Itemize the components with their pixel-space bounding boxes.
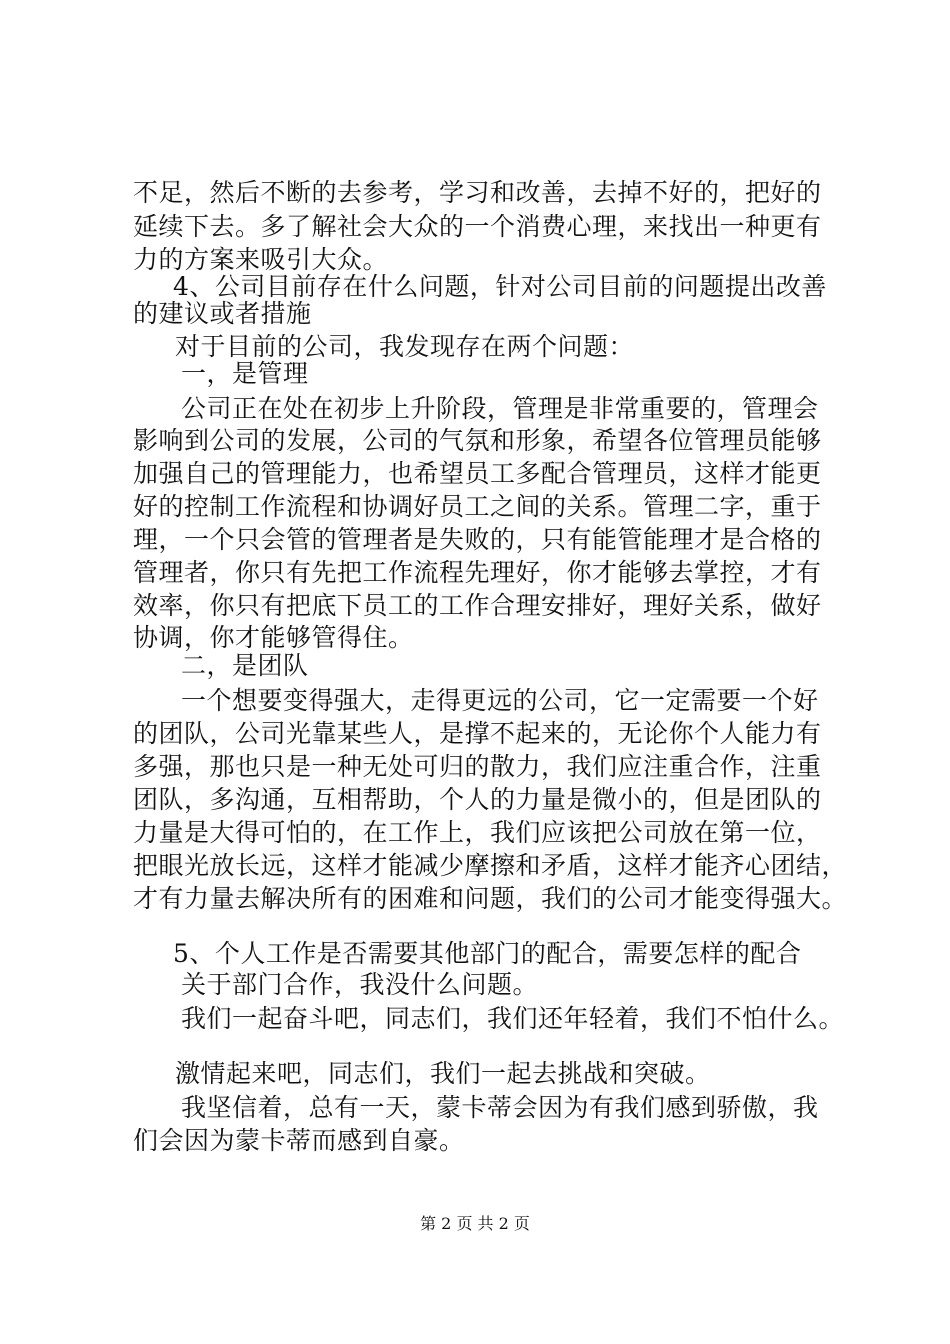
paragraph-line: 力的方案来吸引大众。 <box>133 245 389 274</box>
paragraph-line: 管理者，你只有先把工作流程先理好，你才能够去掌控，才有 <box>133 558 822 587</box>
paragraph-line: 效率，你只有把底下员工的工作合理安排好，理好关系，做好 <box>133 591 822 620</box>
paragraph-line: 的团队，公司光靠某些人，是撑不起来的，无论你个人能力有 <box>133 719 822 748</box>
paragraph-line: 团队，多沟通，互相帮助，个人的力量是微小的，但是团队的 <box>133 785 822 814</box>
paragraph-line: 理，一个只会管的管理者是失败的，只有能管能理才是合格的 <box>133 525 822 554</box>
section-heading-5: 5、个人工作是否需要其他部门的配合，需要怎样的配合 <box>173 939 802 968</box>
paragraph-line: 把眼光放长远，这样才能减少摩擦和矛盾，这样才能齐心团结， <box>133 851 848 880</box>
paragraph-line: 公司正在处在初步上升阶段，管理是非常重要的，管理会 <box>181 394 819 423</box>
paragraph-line: 多强，那也只是一种无处可归的散力，我们应注重合作，注重 <box>133 752 822 781</box>
paragraph-line: 影响到公司的发展，公司的气氛和形象，希望各位管理员能够 <box>133 426 822 455</box>
paragraph-line: 一个想要变得强大，走得更远的公司，它一定需要一个好 <box>181 686 819 715</box>
paragraph-line: 协调，你才能够管得住。 <box>133 623 414 652</box>
section-heading-4: 4、公司目前存在什么问题，针对公司目前的问题提出改善 <box>173 272 827 301</box>
page-number-footer: 第 2 页 共 2 页 <box>420 1214 530 1233</box>
paragraph-line: 加强自己的管理能力，也希望员工多配合管理员，这样才能更 <box>133 459 822 488</box>
paragraph-line: 好的控制工作流程和协调好员工之间的关系。管理二字，重于 <box>133 492 822 521</box>
paragraph-line: 我们一起奋斗吧，同志们，我们还年轻着，我们不怕什么。 <box>181 1004 845 1033</box>
subheading-team: 二，是团队 <box>181 651 309 680</box>
paragraph-line: 关于部门合作，我没什么问题。 <box>181 970 539 999</box>
paragraph-line: 对于目前的公司，我发现存在两个问题： <box>175 332 635 361</box>
paragraph-line: 才有力量去解决所有的困难和问题，我们的公司才能变得强大。 <box>133 884 848 913</box>
paragraph-line: 力量是大得可怕的，在工作上，我们应该把公司放在第一位， <box>133 818 822 847</box>
paragraph-line: 不足，然后不断的去参考，学习和改善，去掉不好的，把好的 <box>133 178 822 207</box>
section-heading-4-cont: 的建议或者措施 <box>133 299 312 328</box>
paragraph-line: 延续下去。多了解社会大众的一个消费心理，来找出一种更有 <box>133 212 822 241</box>
paragraph-line: 激情起来吧，同志们，我们一起去挑战和突破。 <box>175 1059 711 1088</box>
paragraph-line: 们会因为蒙卡蒂而感到自豪。 <box>133 1126 465 1155</box>
paragraph-line: 我坚信着，总有一天，蒙卡蒂会因为有我们感到骄傲，我 <box>181 1093 819 1122</box>
subheading-management: 一，是管理 <box>181 359 309 388</box>
